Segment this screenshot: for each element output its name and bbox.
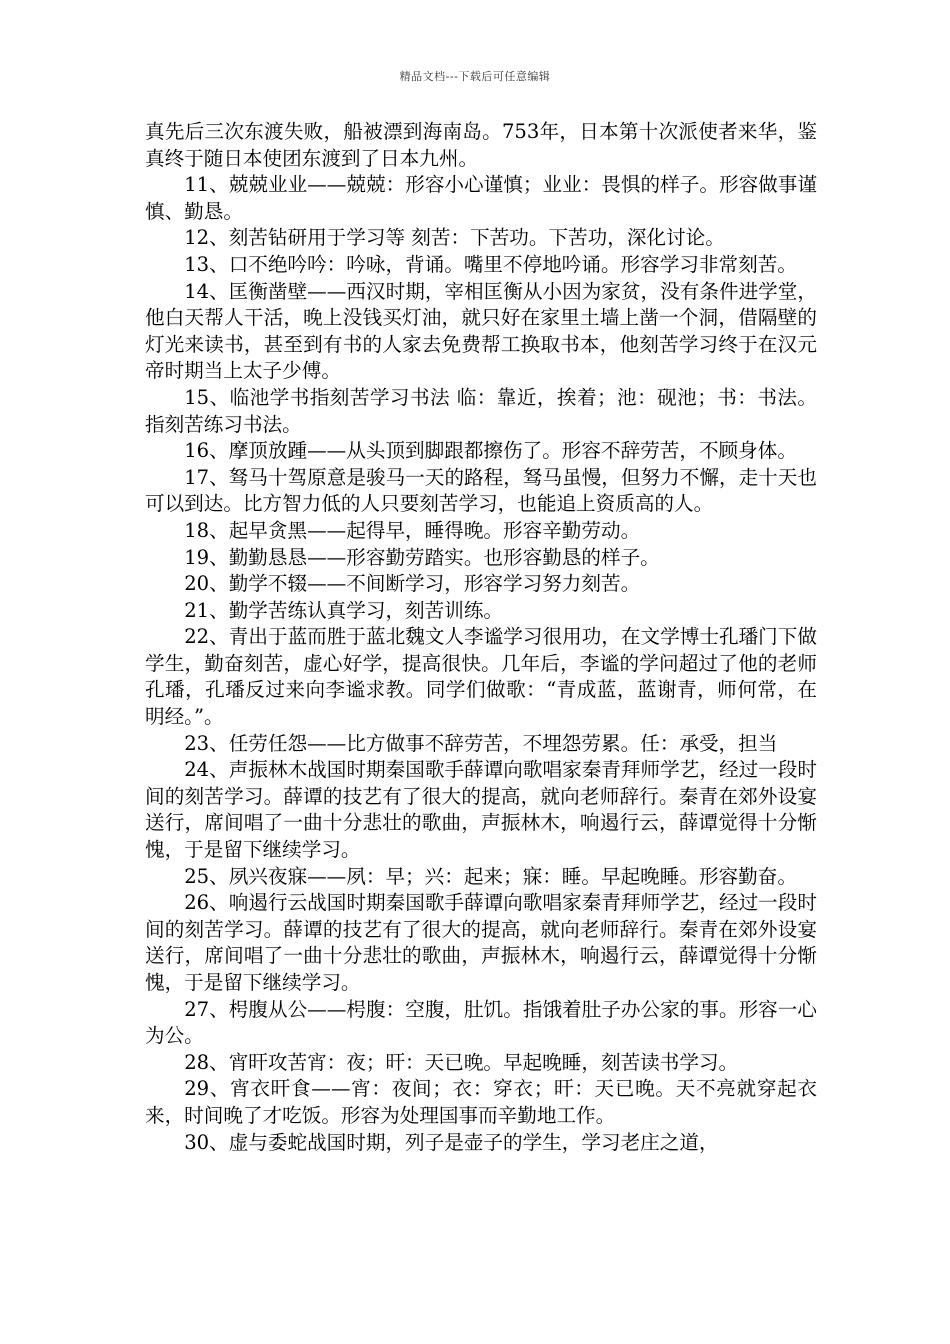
paragraph-idiom-22: 22、青出于蓝而胜于蓝北魏文人李谧学习很用功，在文学博士孔璠门下做学生，勤奋刻苦，虚心好学，提高很快。几年后，李谧的学问超过了他的老师孔璠，孔璠反过来向李谧求教。同学们做歌：“青成蓝，蓝谢青，师何常，在明经。”。 xyxy=(145,625,817,729)
paragraph-idiom-26: 26、响遏行云战国时期秦国歌手薛谭向歌唱家秦青拜师学艺，经过一段时间的刻苦学习。薛谭的技艺有了很大的提高，就向老师辞行。秦青在郊外设宴送行，席间唱了一曲十分悲壮的歌曲，声振林木，响遏行云，薛谭觉得十分惭愧，于是留下继续学习。 xyxy=(145,891,817,994)
paragraph-idiom-15: 15、临池学书指刻苦学习书法 临：靠近，挨着；池：砚池；书：书法。指刻苦练习书法。 xyxy=(145,385,817,436)
paragraph-idiom-12: 12、刻苦钻研用于学习等 刻苦：下苦功。下苦功，深化讨论。 xyxy=(184,226,725,250)
paragraph-idiom-17: 17、驽马十驾原意是骏马一天的路程，驽马虽慢，但努力不懈，走十天也可以到达。比方智力低的人只要刻苦学习，也能追上资质高的人。 xyxy=(145,465,817,516)
paragraph-idiom-16: 16、摩顶放踵——从头顶到脚跟都擦伤了。形容不辞劳苦，不顾身体。 xyxy=(184,439,797,463)
paragraph-idiom-11: 11、兢兢业业——兢兢：形容小心谨慎；业业：畏惧的样子。形容做事谨慎、勤恳。 xyxy=(145,173,817,223)
page-header: 精品文档---下载后可任意编辑 xyxy=(399,70,551,83)
document-body xyxy=(145,119,817,1156)
paragraph-idiom-24: 24、声振林木战国时期秦国歌手薛谭向歌唱家秦青拜师学艺，经过一段时间的刻苦学习。薛谭的技艺有了很大的提高，就向老师辞行。秦青在郊外设宴送行，席间唱了一曲十分悲壮的歌曲，声振林木，响遏行云，薛谭觉得十分惭愧，于是留下继续学习。 xyxy=(145,758,817,862)
paragraph-idiom-13: 13、口不绝吟吟：吟咏，背诵。嘴里不停地吟诵。形容学习非常刻苦。 xyxy=(184,252,797,276)
paragraph-idiom-18: 18、起早贪黑——起得早，睡得晚。形容辛勤劳动。 xyxy=(184,518,641,542)
paragraph-idiom-20: 20、勤学不辍——不间断学习，形容学习努力刻苦。 xyxy=(184,572,641,596)
paragraph-idiom-19: 19、勤勤恳恳——形容勤劳踏实。也形容勤恳的样子。 xyxy=(184,545,660,569)
paragraph-idiom-30: 30、虚与委蛇战国时期，列子是壶子的学生，学习老庄之道， xyxy=(184,1130,719,1154)
paragraph-continuation: 真先后三次东渡失败，船被漂到海南岛。753年，日本第十次派使者来华，鉴真终于随日本使团东渡到了日本九州。 xyxy=(145,120,817,170)
paragraph-idiom-21: 21、勤学苦练认真学习，刻苦训练。 xyxy=(184,598,504,622)
paragraph-idiom-23: 23、任劳任怨——比方做事不辞劳苦，不埋怨劳累。任：承受，担当 xyxy=(184,731,778,755)
paragraph-idiom-29: 29、宵衣旰食——宵：夜间；衣：穿衣；旰：天已晚。天不亮就穿起衣来，时间晚了才吃饭。形容为处理国事而辛勤地工作。 xyxy=(145,1077,817,1127)
paragraph-idiom-27: 27、枵腹从公——枵腹：空腹，肚饥。指饿着肚子办公家的事。形容一心为公。 xyxy=(145,997,817,1048)
paragraph-idiom-25: 25、夙兴夜寐——夙：早；兴：起来；寐：睡。早起晚睡。形容勤奋。 xyxy=(184,864,797,888)
paragraph-idiom-14: 14、匡衡凿壁——西汉时期，宰相匡衡从小因为家贫，没有条件进学堂，他白天帮人干活，晚上没钱买灯油，就只好在家里土墙上凿一个洞，借隔壁的灯光来读书，甚至到有书的人家去免费帮工换取书本，他刻苦学习终于在汉元帝时期当上太子少傅。 xyxy=(145,279,817,383)
paragraph-idiom-28: 28、宵旰攻苦宵：夜；旰：天已晚。早起晚睡，刻苦读书学习。 xyxy=(184,1050,739,1074)
